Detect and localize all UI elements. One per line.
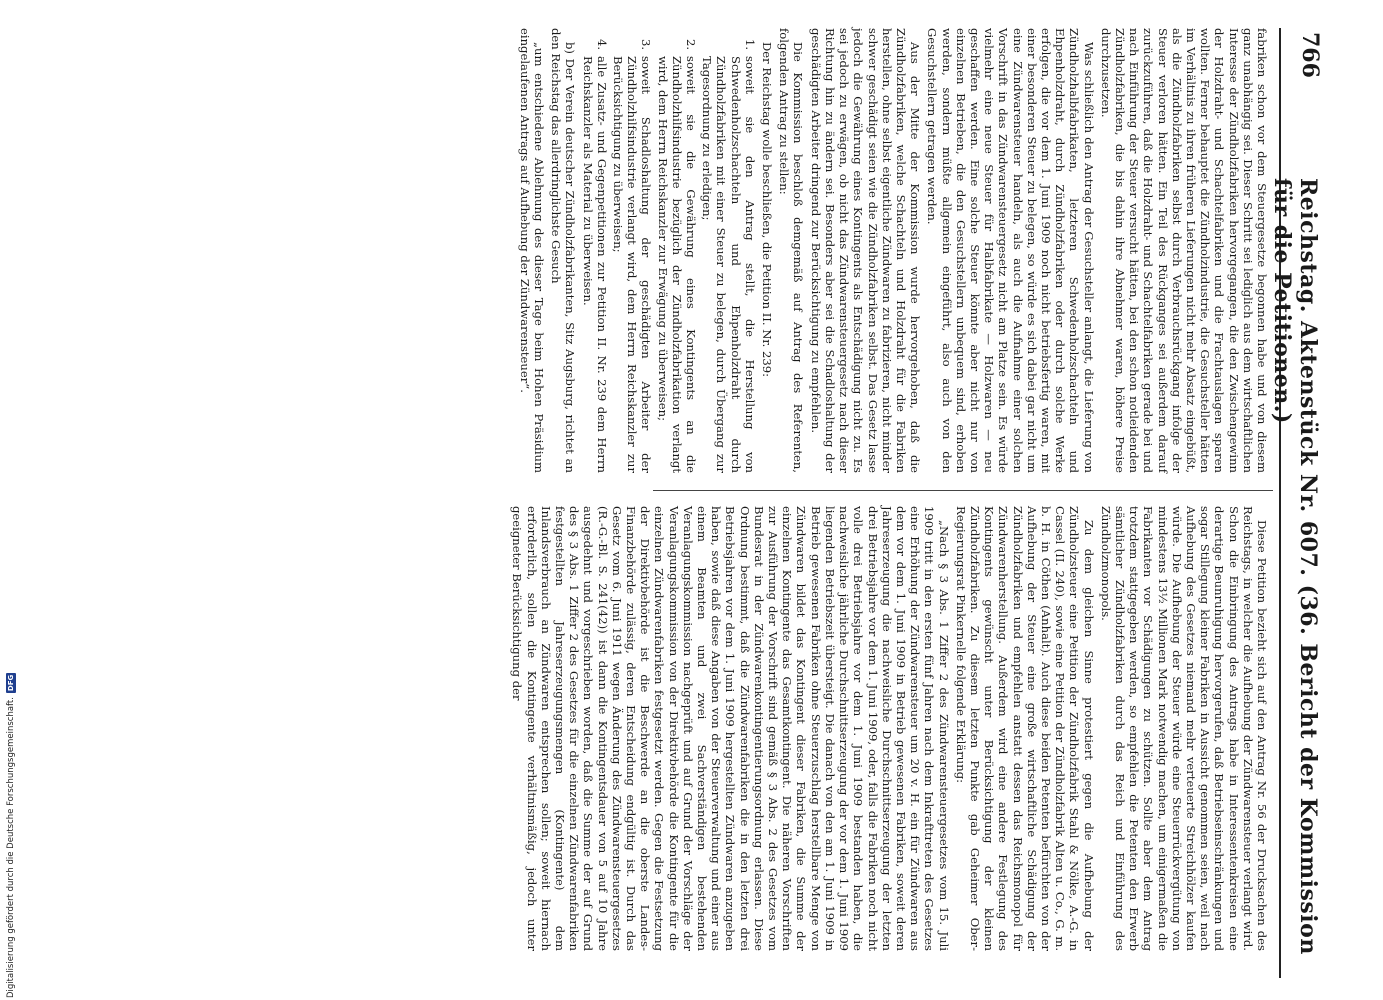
list-text: alle Zusatz- und Gegenpetitionen zur Petition II. Nr. 239 dem Herrn Reichskanzler als Material zu überweisen. xyxy=(580,56,609,473)
list-number: 3. xyxy=(639,38,654,50)
list-item xyxy=(655,28,698,473)
petition-b-quote: „um entschiedene Ablehnung des dieser Tage beim Hohen Präsidium eingelaufenen Antrags auf Aufhebung der Zündwarensteuer“. xyxy=(517,28,547,473)
document-page xyxy=(13,28,1333,978)
paragraph: Aus der Mitte der Kommission wurde hervorgehoben, daß die Zündholzfabriken, welche Schachteln und Holzdraht für die Fabriken herstellen, ohne selbst eigentliche Zündwaren zu fabrizieren, nicht minder schwer geschädigt seien wie die Zündholzfabriken selbst. Das Gesetz lasse jedoch die Gewährung eines Kontingents als Entschädigung nicht zu. Es sei jedoch zu erwägen, ob nicht das Zündwarensteuergesetz nach dieser Richtung hin zu ändern sei. Besonders aber sei die Schadloshaltung der geschädigten Arbeiter dringend zur Berücksichtigung zu empfehlen. xyxy=(808,28,923,473)
paragraph: Diese Petition bezieht sich auf den Antrag Nr. 56 der Drucksachen des Reichstags, in welcher die Aufhebung der Zündwarensteuer verlangt wird. Schon die Einbringung des Antrags habe in Interessentenkreisen eine derartige Beunruhigung hervorgerufen, daß Betriebseinschränkungen und sogar Stillegung kleiner Fabriken in Aussicht genommen seien, weil nach Aufhebung des Gesetzes niemand mehr verteuerte Streichhölzer kaufen würde. Die Aufhebung der Steuer würde eine Steuerrückvergütung von mindestens 13½ Millionen Mark notwendig machen, um einigermaßen die Fabrikanten vor Schädigungen zu schützen. Sollte aber dem Antrag trotzdem stattgegeben werden, so empfehlen die Petenten den Erwerb sämtlicher Zündholzfabriken durch das Reich und Einführung des Zündholzmonopols. xyxy=(1098,506,1269,951)
page-number: 766 xyxy=(1297,32,1323,78)
list-text: soweit Schadloshaltung der geschädigten Arbeiter der Zündholzhilfsindustrie verlangt wird, dem Herrn Reichskanzler zur Berücksichtigung zu überweisen; xyxy=(611,56,654,473)
paragraph: Die Kommission beschloß demgemäß auf Antrag des Referenten, folgenden Antrag zu stellen: xyxy=(777,28,806,473)
paragraph: Was schließlich den Antrag der Gesuchsteller anlangt, die Lieferung von Zündholzhalbfabrikaten, letzteren Schwedenholzschachteln und Ehpenholzdraht, durch Zündholzfabriken oder durch solche Werke erfolgen, die vor dem 1. Juni 1909 noch nicht betriebsfertig waren, mit einer besonderen Steuer zu belegen, so würde es sich dabei gar nicht um eine Zündwarensteuer handeln, als auch die Aufnahme einer solchen Vorschrift in das Zündwarensteuergesetz nicht am Platze sein. Es würde vielmehr eine neue Steuer für Halbfabrikate — Holzwaren — neu geschaffen werden. Eine solche Steuer könnte aber nicht nur von einzelnen Betrieben, die den Gesuchstellern unbequem sind, erhoben werden, sondern müßte allgemein eingeführt, also auch von den Gesuchstellern getragen werden. xyxy=(925,28,1096,473)
resolution-list xyxy=(580,28,756,473)
left-column xyxy=(515,28,1269,473)
dfg-logo: DFG xyxy=(7,674,15,692)
list-text: soweit sie die Gewährung eines Kontingents an die Zündholzhilfsindustrie bezüglich der Zündholzfabrikation verlangt wird, dem Herrn Reichskanzler zur Erwägung zu überweisen; xyxy=(655,56,699,473)
page-headline: Reichstag. Aktenstück Nr. 607. (36. Bericht der Kommission für die Petitionen.) xyxy=(1269,178,1321,955)
list-text: soweit sie den Antrag stellt, die Herstellung von Schwedenholzschachteln und Ehpenholzdraht durch Zündholzfabriken mit einer Steuer zu belegen, durch Übergang zur Tagesordnung zu erledigen; xyxy=(700,56,757,473)
right-column xyxy=(507,506,1269,951)
list-number: 4. xyxy=(594,38,609,50)
resolution-intro: Der Reichstag wolle beschließen, die Petition II. Nr. 239: xyxy=(760,42,775,378)
list-item xyxy=(700,28,757,473)
running-head xyxy=(1269,28,1333,978)
list-item xyxy=(580,28,608,473)
paragraph: Zu dem gleichen Sinne protestiert gegen die Aufhebung der Zündholzsteuer eine Petition der Zündholzfabrik Stahl & Nölke, A.-G. in Cassel (II. 240), sowie eine Petition der Zündholzfabrik Alten u. Co., G. m. b. H. in Cöthen (Anhalt). Auch diese beiden Petenten befürchten von der Aufhebung der Steuer eine große wirtschaftliche Schädigung der Zündholzfabriken und empfehlen anstatt dessen das Reichsmonopol für Zündwarenherstellung. Außerdem wird eine andere Festlegung des Kontingents gewünscht unter Berücksichtigung der kleinen Zündholzfabriken. Zu diesem letzten Punkte gab Geheimer Ober-Regierungsrat Pinkernelle folgende Erklärung: xyxy=(953,506,1096,951)
paragraph: fabriken schon vor dem Steuergesetze begonnen habe und von diesem ganz unabhängig sei. Dieser Schritt sei lediglich aus dem wirtschaftlichen Interesse der Zündholzfabriken hervorgegangen, die den Zwischengewinn der Holzdraht- und Schachtelfabriken und die Frachtauslagen sparen wollten. Ferner behauptet die Zündholzindustrie, die Gesuchsteller hätten im Verhältnis zu ihren früheren Lieferungen nicht mehr Absatz eingebüßt, als die Zündholzfabriken selbst durch Verbrauchsrückgang infolge der Steuer verloren hätten. Ein Teil des Rückganges sei außerdem darauf zurückzuführen, daß die Holzdraht- und Schachtelfabriken gerade bei und nach Einführung der Steuer versucht hätten, bei den schon notleidenden Zündholzfabriken, die bis dahin ihre Abnehmer waren, höhere Preise durchzusetzen. xyxy=(1098,28,1269,473)
paragraph: „Nach § 3 Abs. 1 Ziffer 2 des Zündwarensteuergesetzes vom 15. Juli 1909 tritt in den ersten fünf Jahren nach dem Inkrafttreten des Gesetzes eine Erhöhung der Zündwarensteuer um 20 v. H. ein für Zündwaren aus dem vor dem 1. Juni 1909 in Betrieb gewesenen Fabriken, soweit deren Jahreserzeugung die nachweisliche Durchschnittserzeugung der letzten drei Betriebsjahre vor dem 1. Juni 1909, oder, falls die Fabriken noch nicht volle drei Betriebsjahre vor dem 1. Juni 1909 bestanden haben, die nachweisliche jährliche Durchschnittserzeugung der vor dem 1. Juni 1909 liegenden Betriebszeit übersteigt. Die danach von den am 1. Juni 1909 in Betrieb gewesenen Fabriken ohne Steuerzuschlag herstellbare Menge von Zündwaren bildet das Kontingent dieser Fabriken, die Summe der einzelnen Kontingente das Gesamtkontingent. Die näheren Vorschriften zur Ausführung der Vorschrift sind gemäß § 3 Abs. 2 des Gesetzes vom Bundesrat in der Zündwarenkontingentierungsordnung erlassen. Diese Ordnung bestimmt, daß die Zündwarenfabriken die in den letzten drei Betriebsjahren vor dem 1. Juni 1909 hergestellten Zündwaren anzugeben haben, sowie daß diese Angaben von der Steuerverwaltung und einer aus einem Beamten und zwei Sachverständigen bestehenden Veranlagungskommission nachgeprüft und auf Grund der Vorschläge der Veranlagungskommission von der Direktivbehörde die Kontingente für die einzelnen Zündwarenfabriken festgesetzt werden. Gegen die Festsetzung der Direktivbehörde ist die Beschwerde an die oberste Landes-Finanzbehörde zulässig, deren Entscheidung endgültig ist. Durch das Gesetz vom 6. Juni 1911 wegen Änderung des Zündwarensteuergesetzes (R.-G.-Bl. S. 241(42)) ist dann die Kontingentsdauer von 5 auf 10 Jahre ausgedehnt und vorgeschrieben worden, daß die Summe der auf Grund des § 3 Abs. 1 Ziffer 2 des Gesetzes für die einzelnen Zündwarenfabriken festgestellten Jahreserzeugungsmengen (Kontingente) dem Inlandsverbrauch an Zündwaren entsprechen sollen; soweit hiernach erforderlich, sollen die Kontingente verhältnismäßig, jedoch unter geeigneter Berücksichtigung der xyxy=(510,506,951,951)
list-number: 2. xyxy=(684,38,699,50)
credit-text: Digitalisierung gefördert durch die Deutsche Forschungsgemeinschaft. xyxy=(6,697,16,998)
digitization-credit xyxy=(6,673,16,998)
petition-b: b) Der Verein deutscher Zündholzfabrikanten, Sitz Augsburg, richtet an den Reichstag das allerdringlichste Gesuch xyxy=(549,28,578,473)
list-item xyxy=(611,28,654,473)
list-number: 1. xyxy=(742,38,757,50)
column-divider xyxy=(653,490,1273,491)
